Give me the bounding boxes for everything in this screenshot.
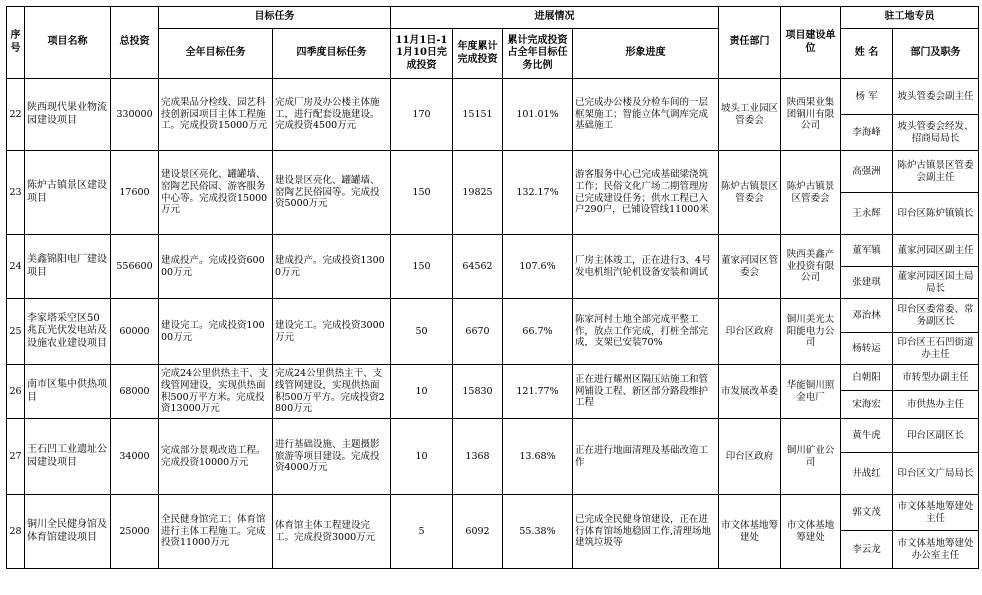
- person-role: 市文体基地筹建处主任: [893, 495, 979, 531]
- row-total-investment: 25000: [111, 495, 159, 569]
- row-ratio: 66.7%: [503, 299, 573, 365]
- row-ratio: 107.6%: [503, 235, 573, 299]
- row-ytd-done: 15830: [453, 365, 503, 419]
- person-role: 董家河园区副主任: [893, 235, 979, 267]
- row-builder: 陕西果业集团铜川有限公司: [781, 79, 841, 151]
- row-total-investment: 330000: [111, 79, 159, 151]
- person-role: 印台区副区长: [893, 419, 979, 453]
- person-role: 市供热办主任: [893, 391, 979, 419]
- row-annual-target: 建成投产。完成投资60000万元: [159, 235, 273, 299]
- table-row: [7, 365, 979, 391]
- row-q4-target: 进行基础设施、主题摄影旅游等项目建设。完成投资4000万元: [273, 419, 391, 495]
- row-annual-target: 完成果品分检线、园艺科技创新园项目主体工程施工。完成投资15000万元: [159, 79, 273, 151]
- person-name: 白朝阳: [841, 365, 893, 391]
- row-visual-progress: 游客服务中心已完成基础梁浇筑工作；民俗文化广场二期管理房已完成建设任务；供水工程已入户290户，已铺设管线11000米: [573, 151, 719, 235]
- header-project-name: 项目名称: [25, 7, 111, 79]
- row-ytd-done: 6092: [453, 495, 503, 569]
- row-annual-target: 完成部分景观改造工程。完成投资10000万元: [159, 419, 273, 495]
- header-ytd-done: 年度累计完成投资: [453, 29, 503, 79]
- person-role: 印台区王石凹街道办主任: [893, 333, 979, 365]
- person-name: 宋海宏: [841, 391, 893, 419]
- row-period-done: 10: [391, 419, 453, 495]
- row-responsible-dept: 印台区政府: [719, 299, 781, 365]
- row-visual-progress: 陈家河村土地全部完成平整工作，放点工作完成，打桩全部完成，支架已安装70%: [573, 299, 719, 365]
- row-seq: 26: [7, 365, 25, 419]
- row-period-done: 150: [391, 235, 453, 299]
- person-name: 张建琪: [841, 267, 893, 299]
- header-responsible-dept: 责任部门: [719, 7, 781, 79]
- row-project-name: 陈炉古镇景区建设项目: [25, 151, 111, 235]
- row-ytd-done: 1368: [453, 419, 503, 495]
- row-seq: 27: [7, 419, 25, 495]
- person-role: 坡头管委会副主任: [893, 79, 979, 115]
- row-builder: 华能铜川照金电厂: [781, 365, 841, 419]
- row-builder: 市文体基地筹建处: [781, 495, 841, 569]
- row-annual-target: 全民健身馆完工；体育馆进行主体工程施工。完成投资11000万元: [159, 495, 273, 569]
- person-name: 王永辉: [841, 193, 893, 235]
- table-row: [7, 495, 979, 531]
- row-total-investment: 34000: [111, 419, 159, 495]
- row-project-name: 南市区集中供热项目: [25, 365, 111, 419]
- person-name: 李云龙: [841, 531, 893, 569]
- header-total-investment: 总投资: [111, 7, 159, 79]
- person-name: 杨转运: [841, 333, 893, 365]
- row-q4-target: 完成厂房及办公楼主体施工，进行配套设施建设。完成投资4500万元: [273, 79, 391, 151]
- person-role: 印台区委常委、常务副区长: [893, 299, 979, 333]
- row-seq: 22: [7, 79, 25, 151]
- row-builder: 铜川美光太阳能电力公司: [781, 299, 841, 365]
- row-ratio: 121.77%: [503, 365, 573, 419]
- row-ytd-done: 15151: [453, 79, 503, 151]
- row-q4-target: 建设景区亮化、罐罐墙、窑陶艺民俗园等。完成投资5000万元: [273, 151, 391, 235]
- row-period-done: 5: [391, 495, 453, 569]
- person-name: 邓治林: [841, 299, 893, 333]
- person-role: 市文体基地筹建处办公室主任: [893, 531, 979, 569]
- row-responsible-dept: 陈炉古镇景区管委会: [719, 151, 781, 235]
- row-ratio: 101.01%: [503, 79, 573, 151]
- row-q4-target: 建设完工。完成投资3000万元: [273, 299, 391, 365]
- row-responsible-dept: 市文体基地筹建处: [719, 495, 781, 569]
- person-role: 印台区陈炉镇镇长: [893, 193, 979, 235]
- person-role: 坡头管委会经发、招商局局长: [893, 115, 979, 151]
- project-table: [6, 6, 979, 569]
- header-annual-target: 全年目标任务: [159, 29, 273, 79]
- table-row: [7, 151, 979, 193]
- person-name: 井战红: [841, 453, 893, 495]
- row-ratio: 132.17%: [503, 151, 573, 235]
- row-period-done: 10: [391, 365, 453, 419]
- header-ratio: 累计完成投资占全年目标任务比例: [503, 29, 573, 79]
- person-name: 黄牛虎: [841, 419, 893, 453]
- row-seq: 25: [7, 299, 25, 365]
- row-project-name: 美鑫锦阳电厂建设项目: [25, 235, 111, 299]
- header-target-group: 目标任务: [159, 7, 391, 29]
- header-liaison-group: 驻工地专员: [841, 7, 979, 29]
- row-annual-target: 完成24公里供热主干、支线管网建设，实现供热面积500万平方米。完成投资13000万元: [159, 365, 273, 419]
- row-builder: 陕西美鑫产业投资有限公司: [781, 235, 841, 299]
- header-person-role: 部门及职务: [893, 29, 979, 79]
- row-ratio: 55.38%: [503, 495, 573, 569]
- table-row: [7, 79, 979, 115]
- header-q4-target: 四季度目标任务: [273, 29, 391, 79]
- row-builder: 铜川矿业公司: [781, 419, 841, 495]
- person-name: 郭文茂: [841, 495, 893, 531]
- person-name: 董军镇: [841, 235, 893, 267]
- row-visual-progress: 厂房主体竣工，正在进行3、4号发电机组汽轮机设备安装和调试: [573, 235, 719, 299]
- row-builder: 陈炉古镇景区管委会: [781, 151, 841, 235]
- row-responsible-dept: 坡头工业园区管委会: [719, 79, 781, 151]
- row-visual-progress: 正在进行耀州区隔压站施工和管网铺设工程、新区部分路段维护工程: [573, 365, 719, 419]
- row-total-investment: 68000: [111, 365, 159, 419]
- row-visual-progress: 已完成全民健身馆建设，正在进行体育馆场地稳固工作,清理场地建筑垃圾等: [573, 495, 719, 569]
- person-name: 高强洲: [841, 151, 893, 193]
- row-annual-target: 建设景区亮化、罐罐墙、窑陶艺民俗园、游客服务中心等。完成投资15000万元: [159, 151, 273, 235]
- row-period-done: 50: [391, 299, 453, 365]
- table-row: [7, 235, 979, 267]
- row-project-name: 王石凹工业遗址公园建设项目: [25, 419, 111, 495]
- header-visual-progress: 形象进度: [573, 29, 719, 79]
- row-period-done: 170: [391, 79, 453, 151]
- header-builder: 项目建设单位: [781, 7, 841, 79]
- person-role: 陈炉古镇景区管委会副主任: [893, 151, 979, 193]
- header-person-name: 姓 名: [841, 29, 893, 79]
- row-project-name: 铜川全民健身馆及体育馆建设项目: [25, 495, 111, 569]
- row-q4-target: 体育馆主体工程建设完工。完成投资3000万元: [273, 495, 391, 569]
- person-name: 李海峰: [841, 115, 893, 151]
- row-visual-progress: 正在进行地面清理及基础改造工作: [573, 419, 719, 495]
- row-responsible-dept: 印台区政府: [719, 419, 781, 495]
- row-q4-target: 建成投产。完成投资13000万元: [273, 235, 391, 299]
- row-ytd-done: 19825: [453, 151, 503, 235]
- header-seq: 序号: [7, 7, 25, 79]
- person-role: 印台区文广局局长: [893, 453, 979, 495]
- row-ytd-done: 6670: [453, 299, 503, 365]
- header-period-done: 11月1日-11月10日完成投资: [391, 29, 453, 79]
- table-row: [7, 299, 979, 333]
- row-project-name: 李家塔采空区50兆瓦光伏发电站及设施农业建设项目: [25, 299, 111, 365]
- row-q4-target: 完成24公里供热主干、支线管网建设，实现供热面积500万平方。完成投资2800万元: [273, 365, 391, 419]
- row-seq: 28: [7, 495, 25, 569]
- person-role: 董家河园区国土局局长: [893, 267, 979, 299]
- header-progress-group: 进展情况: [391, 7, 719, 29]
- row-responsible-dept: 市发展改革委: [719, 365, 781, 419]
- row-ytd-done: 64562: [453, 235, 503, 299]
- row-seq: 23: [7, 151, 25, 235]
- table-row: [7, 419, 979, 453]
- row-ratio: 13.68%: [503, 419, 573, 495]
- row-total-investment: 60000: [111, 299, 159, 365]
- row-seq: 24: [7, 235, 25, 299]
- person-name: 杨 军: [841, 79, 893, 115]
- row-responsible-dept: 董家河园区管委会: [719, 235, 781, 299]
- row-visual-progress: 已完成办公楼及分检车间的一层框架施工；智能立体气调库完成基础施工: [573, 79, 719, 151]
- row-annual-target: 建设完工。完成投资10000万元: [159, 299, 273, 365]
- person-role: 市转型办副主任: [893, 365, 979, 391]
- row-total-investment: 556600: [111, 235, 159, 299]
- row-total-investment: 17600: [111, 151, 159, 235]
- row-period-done: 150: [391, 151, 453, 235]
- row-project-name: 陕西现代果业物流园建设项目: [25, 79, 111, 151]
